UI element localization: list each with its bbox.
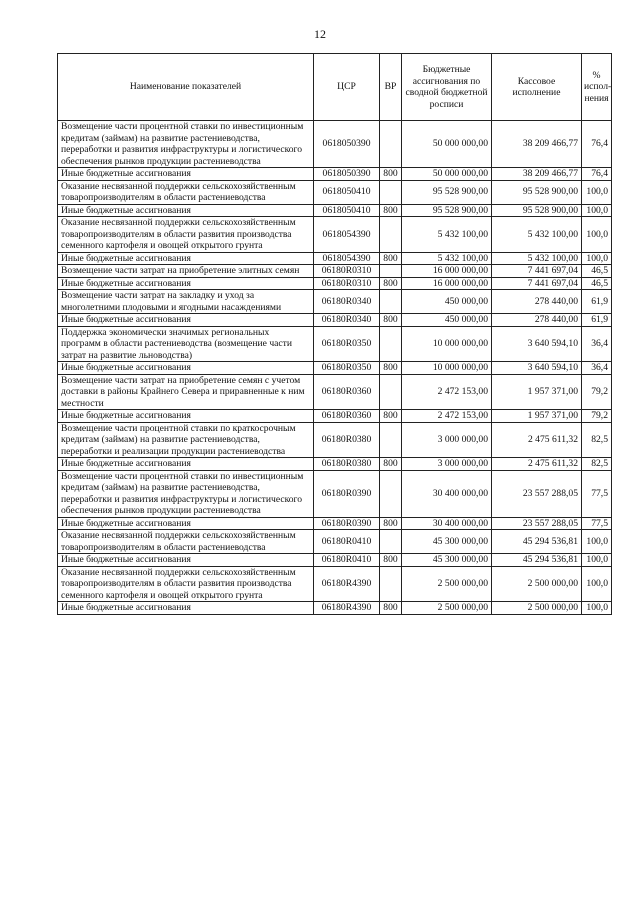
cell-cash: 7 441 697,04 [492, 277, 582, 290]
cell-pct: 100,0 [582, 252, 612, 265]
cell-csr: 06180R0410 [314, 554, 380, 567]
cell-budget: 30 400 000,00 [402, 517, 492, 530]
table-row [58, 168, 612, 181]
cell-cash: 5 432 100,00 [492, 252, 582, 265]
cell-vr [380, 217, 402, 253]
cell-csr: 06180R0380 [314, 422, 380, 458]
cell-pct: 76,4 [582, 121, 612, 168]
cell-cash: 95 528 900,00 [492, 204, 582, 217]
cell-vr: 800 [380, 458, 402, 471]
cell-budget: 95 528 900,00 [402, 204, 492, 217]
cell-vr: 800 [380, 204, 402, 217]
cell-vr: 800 [380, 277, 402, 290]
cell-vr: 800 [380, 602, 402, 615]
cell-csr: 0618054390 [314, 217, 380, 253]
cell-csr: 0618050390 [314, 121, 380, 168]
cell-name: Оказание несвязанной поддержки сельскохозяйственным товаропроизводителям в области растениеводства [58, 180, 314, 204]
cell-pct: 79,2 [582, 374, 612, 410]
cell-vr: 800 [380, 252, 402, 265]
table-row [58, 362, 612, 375]
header-vr: ВР [380, 54, 402, 121]
cell-budget: 5 432 100,00 [402, 252, 492, 265]
cell-vr: 800 [380, 554, 402, 567]
cell-pct: 79,2 [582, 410, 612, 423]
cell-cash: 45 294 536,81 [492, 530, 582, 554]
table-row [58, 602, 612, 615]
cell-budget: 30 400 000,00 [402, 470, 492, 517]
cell-vr: 800 [380, 362, 402, 375]
cell-csr: 06180R0380 [314, 458, 380, 471]
cell-name: Возмещение части процентной ставки по инвестиционным кредитам (займам) на развитие растениеводства, переработки и развития инфраструктуры и логистического обеспечения рынков продукции растениеводства [58, 470, 314, 517]
table-row [58, 410, 612, 423]
cell-name: Иные бюджетные ассигнования [58, 277, 314, 290]
cell-pct: 46,5 [582, 277, 612, 290]
table-row [58, 252, 612, 265]
cell-vr [380, 265, 402, 278]
cell-pct: 100,0 [582, 530, 612, 554]
cell-name: Возмещение части затрат на приобретение элитных семян [58, 265, 314, 278]
cell-csr: 06180R0360 [314, 410, 380, 423]
cell-pct: 100,0 [582, 217, 612, 253]
cell-name: Возмещение части затрат на приобретение семян с учетом доставки в районы Крайнего Севера и приравненные к ним местности [58, 374, 314, 410]
cell-name: Иные бюджетные ассигнования [58, 362, 314, 375]
cell-name: Иные бюджетные ассигнования [58, 204, 314, 217]
cell-pct: 82,5 [582, 422, 612, 458]
cell-vr: 800 [380, 168, 402, 181]
cell-pct: 100,0 [582, 204, 612, 217]
table-row [58, 566, 612, 602]
cell-cash: 23 557 288,05 [492, 517, 582, 530]
cell-cash: 7 441 697,04 [492, 265, 582, 278]
cell-budget: 95 528 900,00 [402, 180, 492, 204]
cell-name: Иные бюджетные ассигнования [58, 314, 314, 327]
cell-budget: 16 000 000,00 [402, 277, 492, 290]
cell-name: Иные бюджетные ассигнования [58, 602, 314, 615]
cell-csr: 06180R0310 [314, 277, 380, 290]
cell-cash: 2 475 611,32 [492, 458, 582, 471]
table-row [58, 180, 612, 204]
cell-vr [380, 422, 402, 458]
cell-csr: 06180R0340 [314, 314, 380, 327]
cell-cash: 1 957 371,00 [492, 374, 582, 410]
cell-csr: 06180R0410 [314, 530, 380, 554]
cell-budget: 3 000 000,00 [402, 458, 492, 471]
cell-budget: 45 300 000,00 [402, 554, 492, 567]
cell-csr: 06180R0360 [314, 374, 380, 410]
table-row [58, 217, 612, 253]
budget-table [57, 53, 612, 615]
cell-cash: 5 432 100,00 [492, 217, 582, 253]
cell-vr [380, 180, 402, 204]
cell-vr [380, 566, 402, 602]
cell-csr: 06180R0350 [314, 326, 380, 362]
table-row [58, 530, 612, 554]
cell-pct: 61,9 [582, 314, 612, 327]
table-row [58, 121, 612, 168]
header-budget: Бюджетные ассигнования по сводной бюджетной росписи [402, 54, 492, 121]
cell-name: Возмещение части затрат на закладку и уход за многолетними плодовыми и ягодными насаждениями [58, 290, 314, 314]
cell-name: Иные бюджетные ассигнования [58, 410, 314, 423]
cell-cash: 278 440,00 [492, 290, 582, 314]
cell-csr: 06180R4390 [314, 602, 380, 615]
table-row [58, 554, 612, 567]
cell-vr: 800 [380, 517, 402, 530]
header-pct: % испол-нения [582, 54, 612, 121]
table-header-row [58, 54, 612, 121]
cell-cash: 38 209 466,77 [492, 168, 582, 181]
cell-name: Возмещение части процентной ставки по инвестиционным кредитам (займам) на развитие растениеводства, переработки и развития инфраструктуры и логистического обеспечения рынков продукции растениеводства [58, 121, 314, 168]
cell-cash: 3 640 594,10 [492, 326, 582, 362]
cell-csr: 06180R4390 [314, 566, 380, 602]
cell-budget: 5 432 100,00 [402, 217, 492, 253]
cell-vr: 800 [380, 314, 402, 327]
cell-csr: 0618050410 [314, 204, 380, 217]
cell-cash: 2 500 000,00 [492, 566, 582, 602]
table-row [58, 422, 612, 458]
cell-vr [380, 374, 402, 410]
table-row [58, 290, 612, 314]
cell-budget: 16 000 000,00 [402, 265, 492, 278]
cell-pct: 100,0 [582, 180, 612, 204]
cell-budget: 450 000,00 [402, 290, 492, 314]
cell-vr: 800 [380, 410, 402, 423]
cell-cash: 2 475 611,32 [492, 422, 582, 458]
cell-csr: 06180R0340 [314, 290, 380, 314]
cell-name: Иные бюджетные ассигнования [58, 168, 314, 181]
page-number: 12 [314, 27, 326, 41]
cell-cash: 3 640 594,10 [492, 362, 582, 375]
cell-vr [380, 530, 402, 554]
cell-name: Оказание несвязанной поддержки сельскохозяйственным товаропроизводителям в области растениеводства [58, 530, 314, 554]
cell-budget: 450 000,00 [402, 314, 492, 327]
cell-pct: 46,5 [582, 265, 612, 278]
cell-cash: 45 294 536,81 [492, 554, 582, 567]
cell-pct: 77,5 [582, 470, 612, 517]
cell-budget: 45 300 000,00 [402, 530, 492, 554]
cell-cash: 1 957 371,00 [492, 410, 582, 423]
cell-pct: 76,4 [582, 168, 612, 181]
cell-pct: 77,5 [582, 517, 612, 530]
cell-csr: 0618054390 [314, 252, 380, 265]
cell-name: Иные бюджетные ассигнования [58, 252, 314, 265]
table-row [58, 265, 612, 278]
cell-name: Оказание несвязанной поддержки сельскохозяйственным товаропроизводителям в области развития производства семенного картофеля и овощей открытого грунта [58, 217, 314, 253]
cell-pct: 100,0 [582, 566, 612, 602]
cell-csr: 06180R0310 [314, 265, 380, 278]
header-csr: ЦСР [314, 54, 380, 121]
cell-cash: 38 209 466,77 [492, 121, 582, 168]
table-row [58, 458, 612, 471]
cell-budget: 50 000 000,00 [402, 168, 492, 181]
table-row [58, 517, 612, 530]
cell-budget: 50 000 000,00 [402, 121, 492, 168]
cell-vr [380, 470, 402, 517]
cell-vr [380, 290, 402, 314]
cell-budget: 2 500 000,00 [402, 566, 492, 602]
cell-name: Иные бюджетные ассигнования [58, 517, 314, 530]
cell-name: Поддержка экономически значимых региональных программ в области растениеводства (возмещение части затрат на развитие льноводства) [58, 326, 314, 362]
table-row [58, 326, 612, 362]
table-body [58, 121, 612, 615]
cell-pct: 61,9 [582, 290, 612, 314]
table-row [58, 204, 612, 217]
cell-cash: 2 500 000,00 [492, 602, 582, 615]
cell-budget: 2 500 000,00 [402, 602, 492, 615]
cell-pct: 36,4 [582, 326, 612, 362]
cell-vr [380, 326, 402, 362]
cell-pct: 36,4 [582, 362, 612, 375]
cell-budget: 10 000 000,00 [402, 326, 492, 362]
cell-name: Возмещение части процентной ставки по краткосрочным кредитам (займам) на развитие растениеводства, переработки и реализации продукции растениеводства [58, 422, 314, 458]
cell-name: Иные бюджетные ассигнования [58, 554, 314, 567]
header-name: Наименование показателей [58, 54, 314, 121]
cell-vr [380, 121, 402, 168]
table-row [58, 470, 612, 517]
cell-cash: 95 528 900,00 [492, 180, 582, 204]
cell-cash: 278 440,00 [492, 314, 582, 327]
cell-name: Оказание несвязанной поддержки сельскохозяйственным товаропроизводителям в области развития производства семенного картофеля и овощей открытого грунта [58, 566, 314, 602]
cell-csr: 06180R0390 [314, 517, 380, 530]
cell-csr: 0618050390 [314, 168, 380, 181]
table-row [58, 314, 612, 327]
cell-csr: 06180R0390 [314, 470, 380, 517]
header-cash: Кассовое исполнение [492, 54, 582, 121]
cell-cash: 23 557 288,05 [492, 470, 582, 517]
cell-budget: 2 472 153,00 [402, 374, 492, 410]
cell-pct: 100,0 [582, 554, 612, 567]
cell-csr: 06180R0350 [314, 362, 380, 375]
table-row [58, 374, 612, 410]
cell-pct: 82,5 [582, 458, 612, 471]
cell-budget: 10 000 000,00 [402, 362, 492, 375]
cell-name: Иные бюджетные ассигнования [58, 458, 314, 471]
cell-budget: 3 000 000,00 [402, 422, 492, 458]
cell-csr: 0618050410 [314, 180, 380, 204]
cell-budget: 2 472 153,00 [402, 410, 492, 423]
cell-pct: 100,0 [582, 602, 612, 615]
table-row [58, 277, 612, 290]
